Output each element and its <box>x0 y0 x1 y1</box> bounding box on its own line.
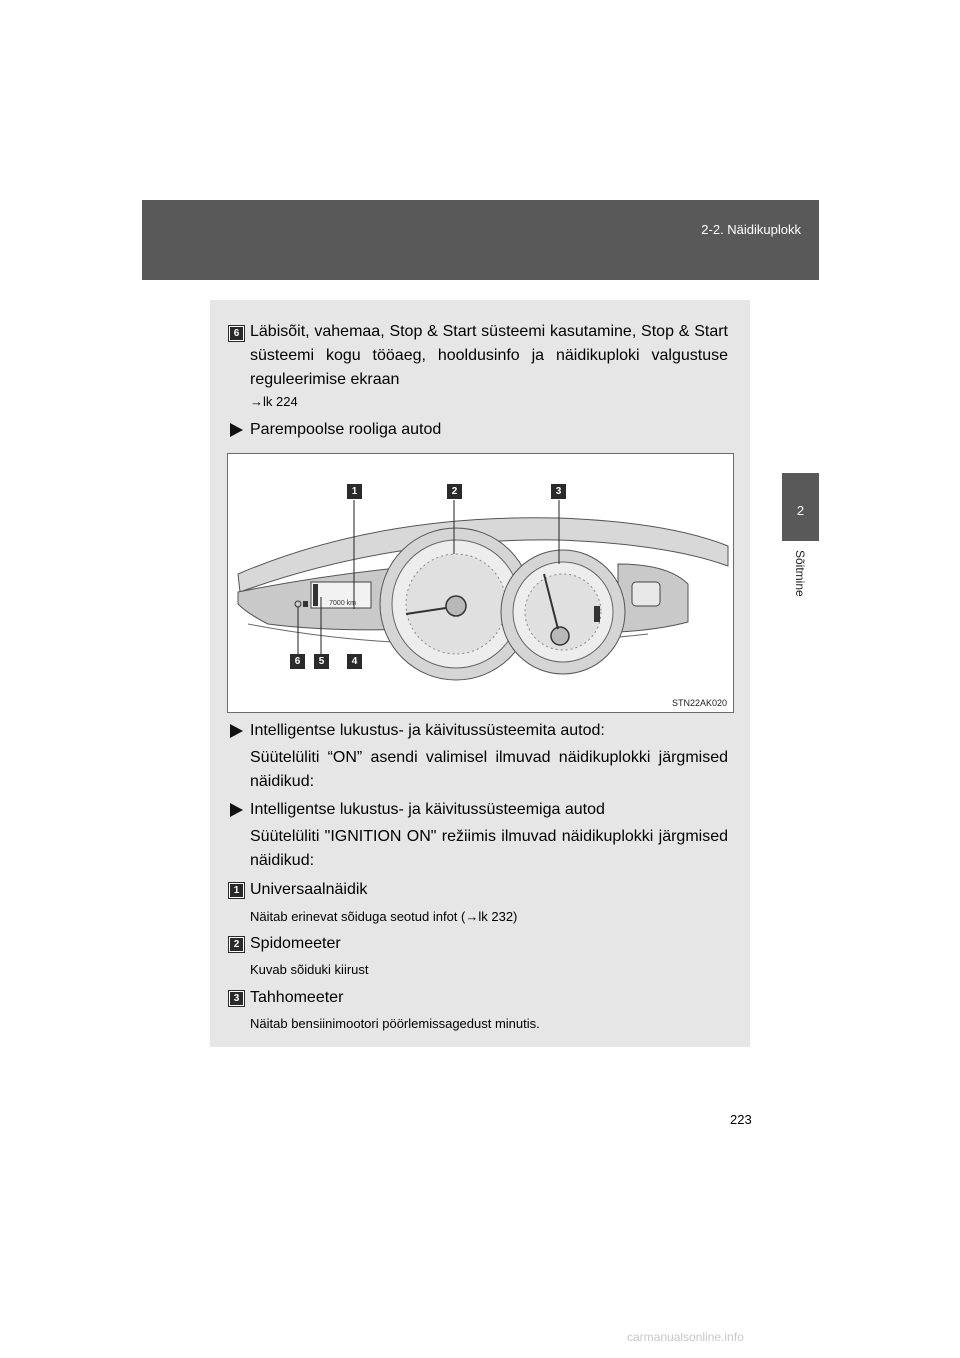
without-smart-text: Süütelüliti “ON” asendi valimisel ilmuvad näidikuplokki järgmised näidikud: <box>250 749 728 790</box>
chapter-tab <box>782 473 819 541</box>
callout-2: 2 <box>447 484 462 499</box>
item-desc-universal: Näitab erinevat sõiduga seotud infot (→lk 232) <box>250 909 518 924</box>
callout-1: 1 <box>347 484 362 499</box>
watermark: carmanualsonline.info <box>627 1330 744 1344</box>
cluster-illustration <box>228 454 733 712</box>
intro-ref: →lk 224 <box>250 394 298 409</box>
section-title: 2-2. Näidikuplokk <box>701 222 801 237</box>
item-title-speedometer: Spidomeeter <box>250 935 341 952</box>
item-desc-speedometer: Kuvab sõiduki kiirust <box>250 962 369 977</box>
item-title-universal: Universaalnäidik <box>250 881 368 898</box>
with-smart-text: Süütelüliti "IGNITION ON" režiimis ilmuvad näidikuplokki järgmised näidikud: <box>250 828 728 869</box>
badge-2: 2 <box>229 937 244 952</box>
callout-6: 6 <box>290 654 305 669</box>
header-band <box>142 200 819 280</box>
badge-6: 6 <box>229 326 244 341</box>
without-smart-title: Intelligentse lukustus- ja käivitussüsteemita autod: <box>250 722 605 739</box>
content-panel <box>210 300 750 1047</box>
item-desc-tachometer: Näitab bensiinimootori pöörlemissagedust minutis. <box>250 1016 540 1031</box>
intro-text: Läbisõit, vahemaa, Stop & Start süsteemi kasutamine, Stop & Start süsteemi kogu tööaeg, hooldusinfo ja näidikuploki valgustuse reguleerimise ekraan <box>250 323 728 388</box>
callout-3: 3 <box>551 484 566 499</box>
item-title-tachometer: Tahhomeeter <box>250 989 344 1006</box>
callout-4: 4 <box>347 654 362 669</box>
display-readout: 7000 km <box>329 600 356 607</box>
callout-5: 5 <box>314 654 329 669</box>
chapter-number: 2 <box>796 503 805 518</box>
chapter-label <box>781 548 818 618</box>
rhd-heading: Parempoolse rooliga autod <box>250 421 442 438</box>
figure-code: STN22AK020 <box>671 698 727 708</box>
arrow-icon <box>230 724 243 738</box>
instrument-cluster-figure <box>227 453 734 713</box>
badge-1: 1 <box>229 883 244 898</box>
arrow-icon <box>230 803 243 817</box>
badge-3: 3 <box>229 991 244 1006</box>
chapter-label-text: Sõitmine <box>793 550 807 597</box>
page-number: 223 <box>730 1112 752 1127</box>
with-smart-title: Intelligentse lukustus- ja käivitussüsteemiga autod <box>250 801 605 818</box>
arrow-icon <box>230 423 243 437</box>
